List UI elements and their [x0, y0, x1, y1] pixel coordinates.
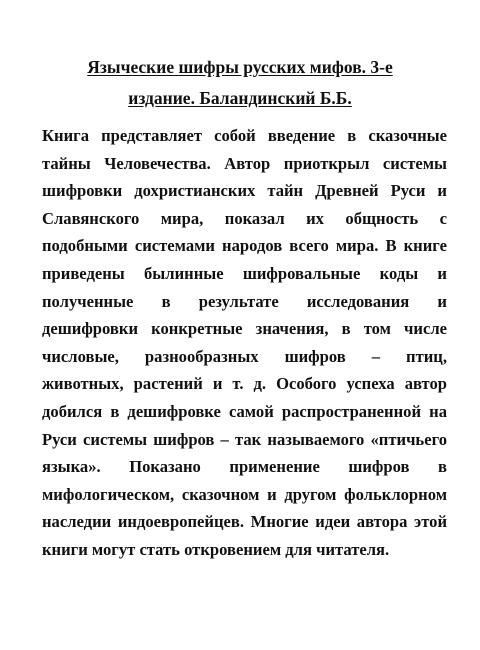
title-line: издание. Баландинский Б.Б. — [128, 88, 352, 108]
body-line: полученные в результате исследования и — [42, 291, 447, 311]
body-line: числовые, разнообразных шифров – птиц, — [42, 346, 447, 366]
body-line: Руси системы шифров – так называемого «птичьего — [42, 429, 447, 449]
body-line: приведены былинные шифровальные коды и — [42, 263, 447, 283]
body-line: тайны Человечества. Автор приоткрыл системы — [42, 153, 447, 173]
body-line: животных, растений и т. д. Особого успеха автор — [42, 374, 447, 394]
title-line: Языческие шифры русских мифов. 3-е — [87, 57, 393, 77]
body-line: добился в дешифровке самой распространенной на — [42, 401, 447, 421]
body-line: мифологическом, сказочном и другом фольклорном — [42, 484, 447, 504]
document-title — [40, 52, 440, 114]
body-line: шифровки дохристианских тайн Древней Руси и — [42, 181, 447, 201]
body-line: подобными системами народов всего мира. В книге — [42, 236, 447, 256]
document-body — [42, 122, 447, 564]
body-line: Книга представляет собой введение в сказочные — [42, 126, 447, 145]
body-line: Славянского мира, показал их общность с — [42, 208, 447, 228]
body-line: языка». Показано применение шифров в — [42, 457, 447, 477]
body-line: наследии индоевропейцев. Многие идеи автора этой — [42, 512, 447, 532]
body-line: книги могут стать откровением для читателя. — [42, 539, 390, 559]
body-line: дешифровки конкретные значения, в том числе — [42, 319, 447, 339]
